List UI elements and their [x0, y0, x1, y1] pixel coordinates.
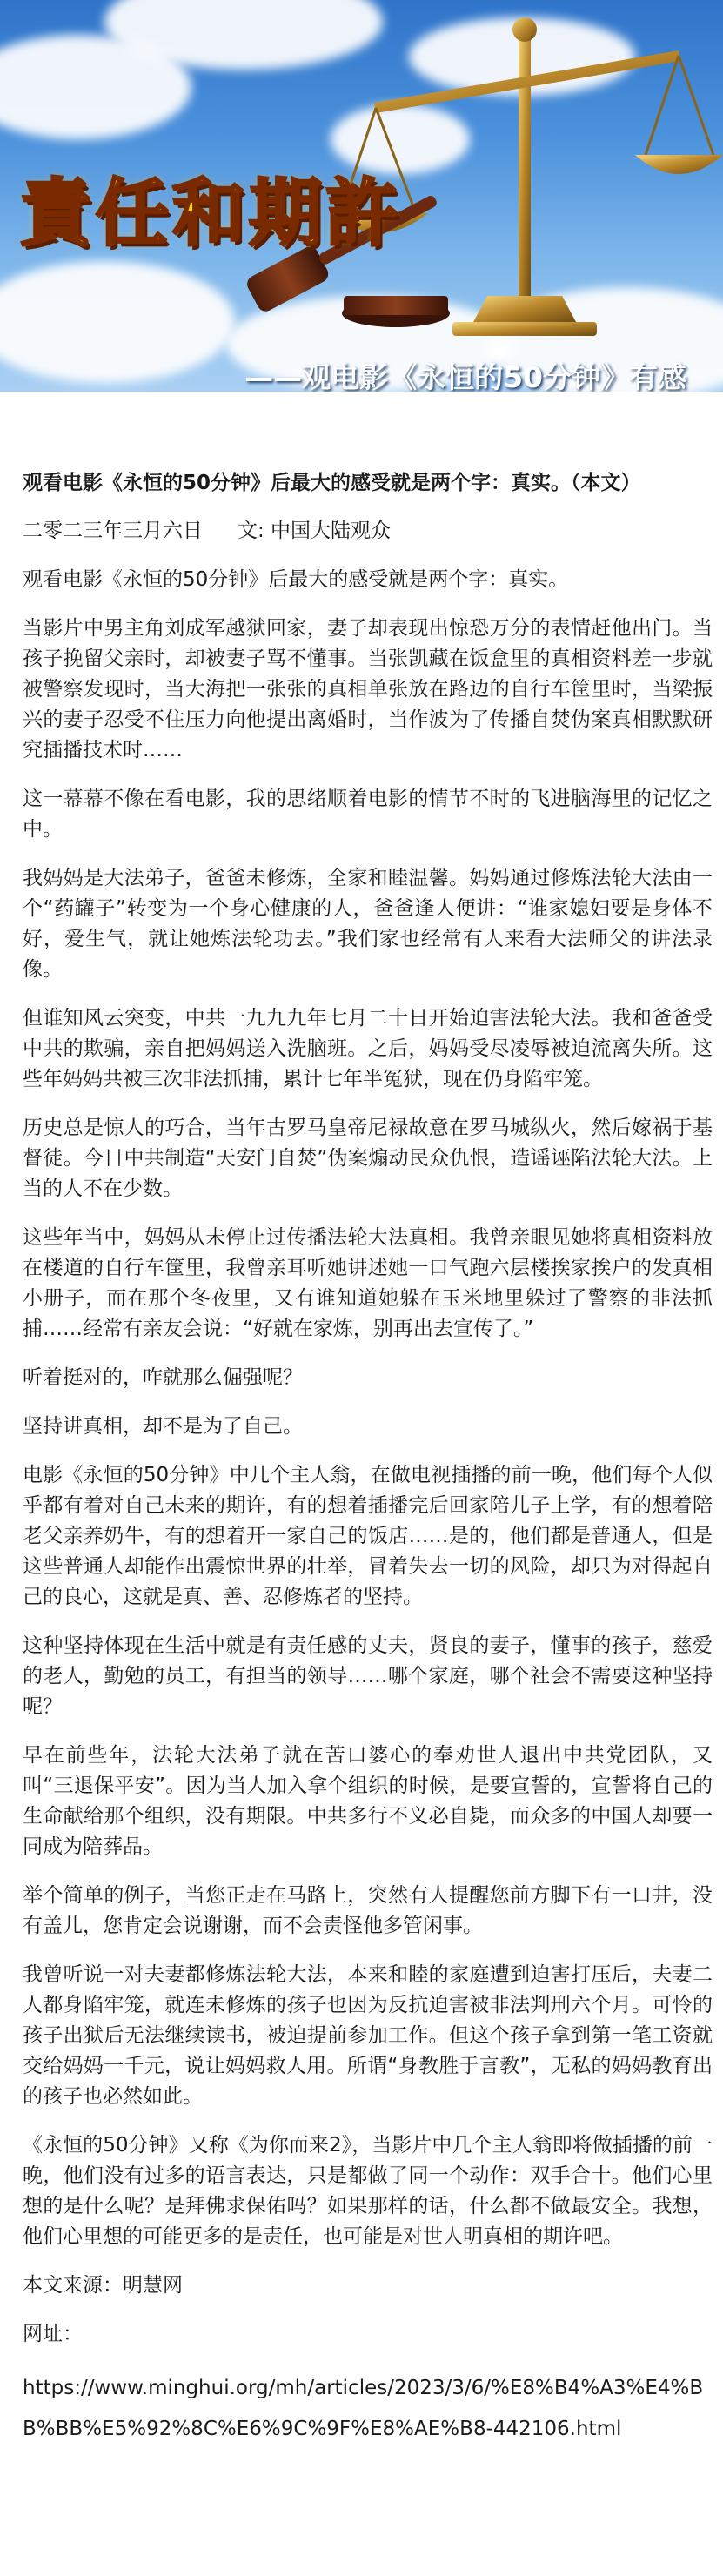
- paragraph: 这一幕幕不像在看电影，我的思绪顺着电影的情节不时的飞进脑海里的记忆之中。: [23, 788, 713, 841]
- source-label: 本文来源：明慧网: [23, 2274, 183, 2297]
- article-lead: 观看电影《永恒的50分钟》后最大的感受就是两个字：真实。（本文）: [23, 472, 641, 494]
- paragraph: 《永恒的50分钟》又称《为你而来2》，当影片中几个主人翁即将做插播的前一晚，他们没有过多的语言表达，只是都做了同一个动作：双手合十。他们心里想的是什么呢？是拜佛求保佑吗？如果那样的话，什么都不做最安全。我想，他们心里想的可能更多的是责任，也可能是对世人明真相的期许吧。: [23, 2134, 713, 2248]
- article-date: 二零二三年三月六日: [23, 520, 203, 542]
- paragraph: 我妈妈是大法弟子，爸爸未修炼，全家和睦温馨。妈妈通过修炼法轮大法由一个“药罐子”转变为一个身心健康的人，爸爸逢人便讲：“谁家媳妇要是身体不好，爱生气，就让她炼法轮功去。”我们家也经常有人来看大法师父的讲法录像。: [23, 867, 713, 981]
- banner-subtitle: ——观电影《永恒的50分钟》有感: [244, 360, 686, 392]
- paragraph: 这种坚持体现在生活中就是有责任感的丈夫，贤良的妻子，懂事的孩子，慈爱的老人，勤勉的员工，有担当的领导……哪个家庭，哪个社会不需要这种坚持呢？: [23, 1634, 713, 1718]
- article-body: [0, 468, 723, 2450]
- source-url-link[interactable]: https://www.minghui.org/mh/articles/2023/3/6/%E8%B4%A3%E4%BB%BB%E5%92%8C%E6%9C%9F%E8%AE%B8-442106.html: [23, 2377, 704, 2440]
- header-banner: [0, 0, 723, 392]
- paragraph: 历史总是惊人的巧合，当年古罗马皇帝尼禄故意在罗马城纵火，然后嫁祸于基督徒。今日中共制造“天安门自焚”伪案煽动民众仇恨，造谣诬陷法轮大法。上当的人不在少数。: [23, 1117, 713, 1200]
- paragraph: 这些年当中，妈妈从未停止过传播法轮大法真相。我曾亲眼见她将真相资料放在楼道的自行车筐里，我曾亲耳听她讲述她一口气跑六层楼挨家挨户的发真相小册子，而在那个冬夜里，又有谁知道她躲在玉米地里躲过了警察的非法抓捕……经常有亲友会说：“好就在家炼，别再出去宣传了。”: [23, 1226, 713, 1340]
- paragraph: 当影片中男主角刘成军越狱回家，妻子却表现出惊恐万分的表情赶他出门。当孩子挽留父亲时，却被妻子骂不懂事。当张凯藏在饭盒里的真相资料差一步就被警察发现时，当大海把一张张的真相单张放在路边的自行车筐里时，当梁振兴的妻子忍受不住压力向他提出离婚时，当作波为了传播自焚伪案真相默默研究插播技术时……: [23, 617, 713, 761]
- paragraph: 举个简单的例子，当您正走在马路上，突然有人提醒您前方脚下有一口井，没有盖儿，您肯定会说谢谢，而不会责怪他多管闲事。: [23, 1884, 713, 1937]
- url-label: 网址：: [23, 2323, 83, 2345]
- paragraph: 我曾听说一对夫妻都修炼法轮大法，本来和睦的家庭遭到迫害打压后，夫妻二人都身陷牢笼，就连未修炼的孩子也因为反抗迫害被非法判刑六个月。可怜的孩子出狱后无法继续读书，被迫提前参加工作。但这个孩子拿到第一笔工资就交给妈妈一千元，说让妈妈救人用。所谓“身教胜于言教”，无私的妈妈教育出的孩子也必然如此。: [23, 1963, 713, 2108]
- paragraph: 电影《永恒的50分钟》中几个主人翁，在做电视插播的前一晚，他们每个人似乎都有着对自己未来的期许，有的想着插播完后回家陪儿子上学，有的想着陪老父亲养奶牛，有的想着开一家自己的饭店……是的，他们都是普通人，但是这些普通人却能作出震惊世界的壮举，冒着失去一切的风险，却只为对得起自己的良心，这就是真、善、忍修炼者的坚持。: [23, 1464, 713, 1608]
- paragraph: 早在前些年，法轮大法弟子就在苦口婆心的奉劝世人退出中共党团队，又叫“三退保平安”。因为当人加入拿个组织的时候，是要宣誓的，宣誓将自己的生命献给那个组织，没有期限。中共多行不义必自毙，而众多的中国人却要一同成为陪葬品。: [23, 1744, 713, 1858]
- article-author: 文: 中国大陆观众: [238, 520, 392, 542]
- paragraph: 但谁知风云突变，中共一九九九年七月二十日开始迫害法轮大法。我和爸爸受中共的欺骗，亲自把妈妈送入洗脑班。之后，妈妈受尽凌辱被迫流离失所。这些年妈妈共被三次非法抓捕，累计七年半冤狱，现在仍身陷牢笼。: [23, 1007, 713, 1090]
- paragraph: 观看电影《永恒的50分钟》后最大的感受就是两个字：真实。: [23, 568, 569, 591]
- article-meta: [23, 516, 713, 547]
- banner-title: 責任和期許: [19, 170, 403, 256]
- paragraph: 坚持讲真相，却不是为了自己。: [23, 1415, 303, 1438]
- paragraph: 听着挺对的，咋就那么倔强呢？: [23, 1366, 303, 1389]
